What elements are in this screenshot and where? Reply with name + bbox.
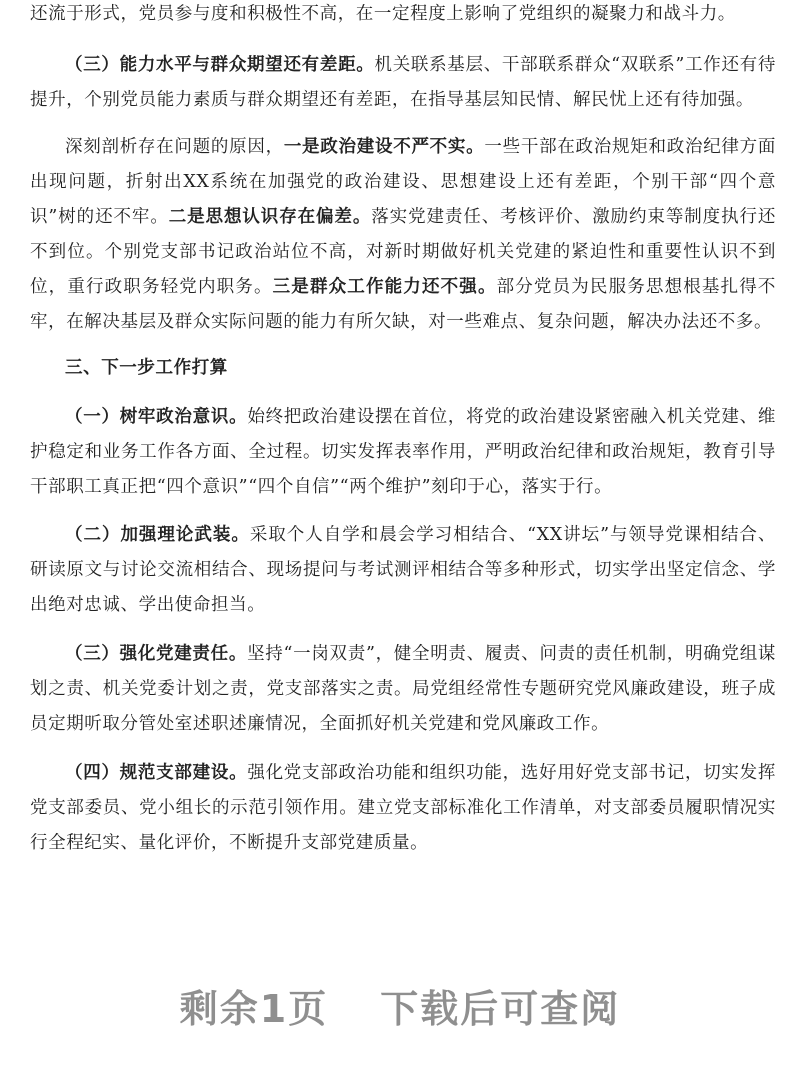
plan-1-paragraph (30, 400, 776, 505)
plan-3-paragraph (30, 637, 776, 742)
plan-2-body: 采取个人自学和晨会学习相结合、“XX讲坛”与领导党课相结合、研读原文与讨论交流相结合、现场提问与考试测评相结合等多种形式，切实学出坚定信念、学出绝对忠诚、学出使命担当。 (30, 525, 777, 615)
remaining-pages-label: 剩余1页 (179, 987, 329, 1031)
item3-heading: （三）能力水平与群众期望还有差距。 (65, 55, 375, 75)
reason1-body: 一些干部在政治规矩和政治纪律方面出现问题，折射出XX系统在加强党的政治建设、思想建设上还有差距，个别干部“四个意识”树的还不牢。 (30, 137, 776, 227)
plan-4-body: 强化党支部政治功能和组织功能，选好用好党支部书记，切实发挥党支部委员、党小组长的示范引领作用。建立党支部标准化工作清单，对支部委员履职情况实行全程纪实、量化评价，不断提升支部党建质量。 (30, 763, 776, 853)
reason3-body: 部分党员为民服务思想根基扎得不牢，在解决基层及群众实际问题的能力有所欠缺，对一些难点、复杂问题，解决办法还不多。 (30, 277, 777, 332)
section3-title (30, 351, 776, 386)
item3-paragraph (30, 48, 776, 118)
reason2-heading: 二是思想认识存在偏差。 (168, 207, 372, 227)
plan-1-body: 始终把政治建设摆在首位，将党的政治建设紧密融入机关党建、维护稳定和业务工作各方面、全过程。切实发挥表率作用，严明政治纪律和政治规矩，教育引导干部职工真正把“四个意识”“四个自信”“两个维护”刻印于心，落实于行。 (30, 407, 776, 497)
plan-2-paragraph (30, 518, 776, 623)
plan-3-body: 坚持“一岗双责”，健全明责、履责、问责的责任机制，明确党组谋划之责、机关党委计划之责，党支部落实之责。局党组经常性专题研究党风廉政建设，班子成员定期听取分管处室述职述廉情况，全面抓好机关党建和党风廉政工作。 (30, 644, 777, 734)
download-prompt-banner[interactable] (0, 978, 800, 1033)
reason1-heading: 一是政治建设不严不实。 (283, 137, 485, 157)
plan-2-heading: （二）加强理论武装。 (65, 525, 250, 545)
plan-3-heading: （三）强化党建责任。 (65, 644, 248, 664)
plan-1-heading: （一）树牢政治意识。 (65, 407, 248, 427)
download-to-view-label: 下载后可查阅 (380, 987, 621, 1031)
plan-4-paragraph (30, 756, 776, 861)
plan-4-heading: （四）规范支部建设。 (65, 763, 248, 783)
reason2-body: 落实党建责任、考核评价、激励约束等制度执行还不到位。个别党支部书记政治站位不高，对新时期做好机关党建的紧迫性和重要性认识不到位，重行政职务轻党内职务。 (30, 207, 776, 297)
section3-title-text: 三、下一步工作打算 (65, 358, 228, 378)
continuation-text: 还流于形式，党员参与度和积极性不高，在一定程度上影响了党组织的凝聚力和战斗力。 (30, 4, 736, 24)
reason3-heading: 三是群众工作能力还不强。 (272, 277, 497, 297)
continuation-paragraph (30, 0, 736, 32)
item3-body: 机关联系基层、干部联系群众“双联系”工作还有待提升，个别党员能力素质与群众期望还有差距，在指导基层知民情、解民忧上还有待加强。 (30, 55, 776, 110)
analysis-intro: 深刻剖析存在问题的原因， (65, 137, 284, 157)
analysis-paragraph (30, 130, 776, 340)
